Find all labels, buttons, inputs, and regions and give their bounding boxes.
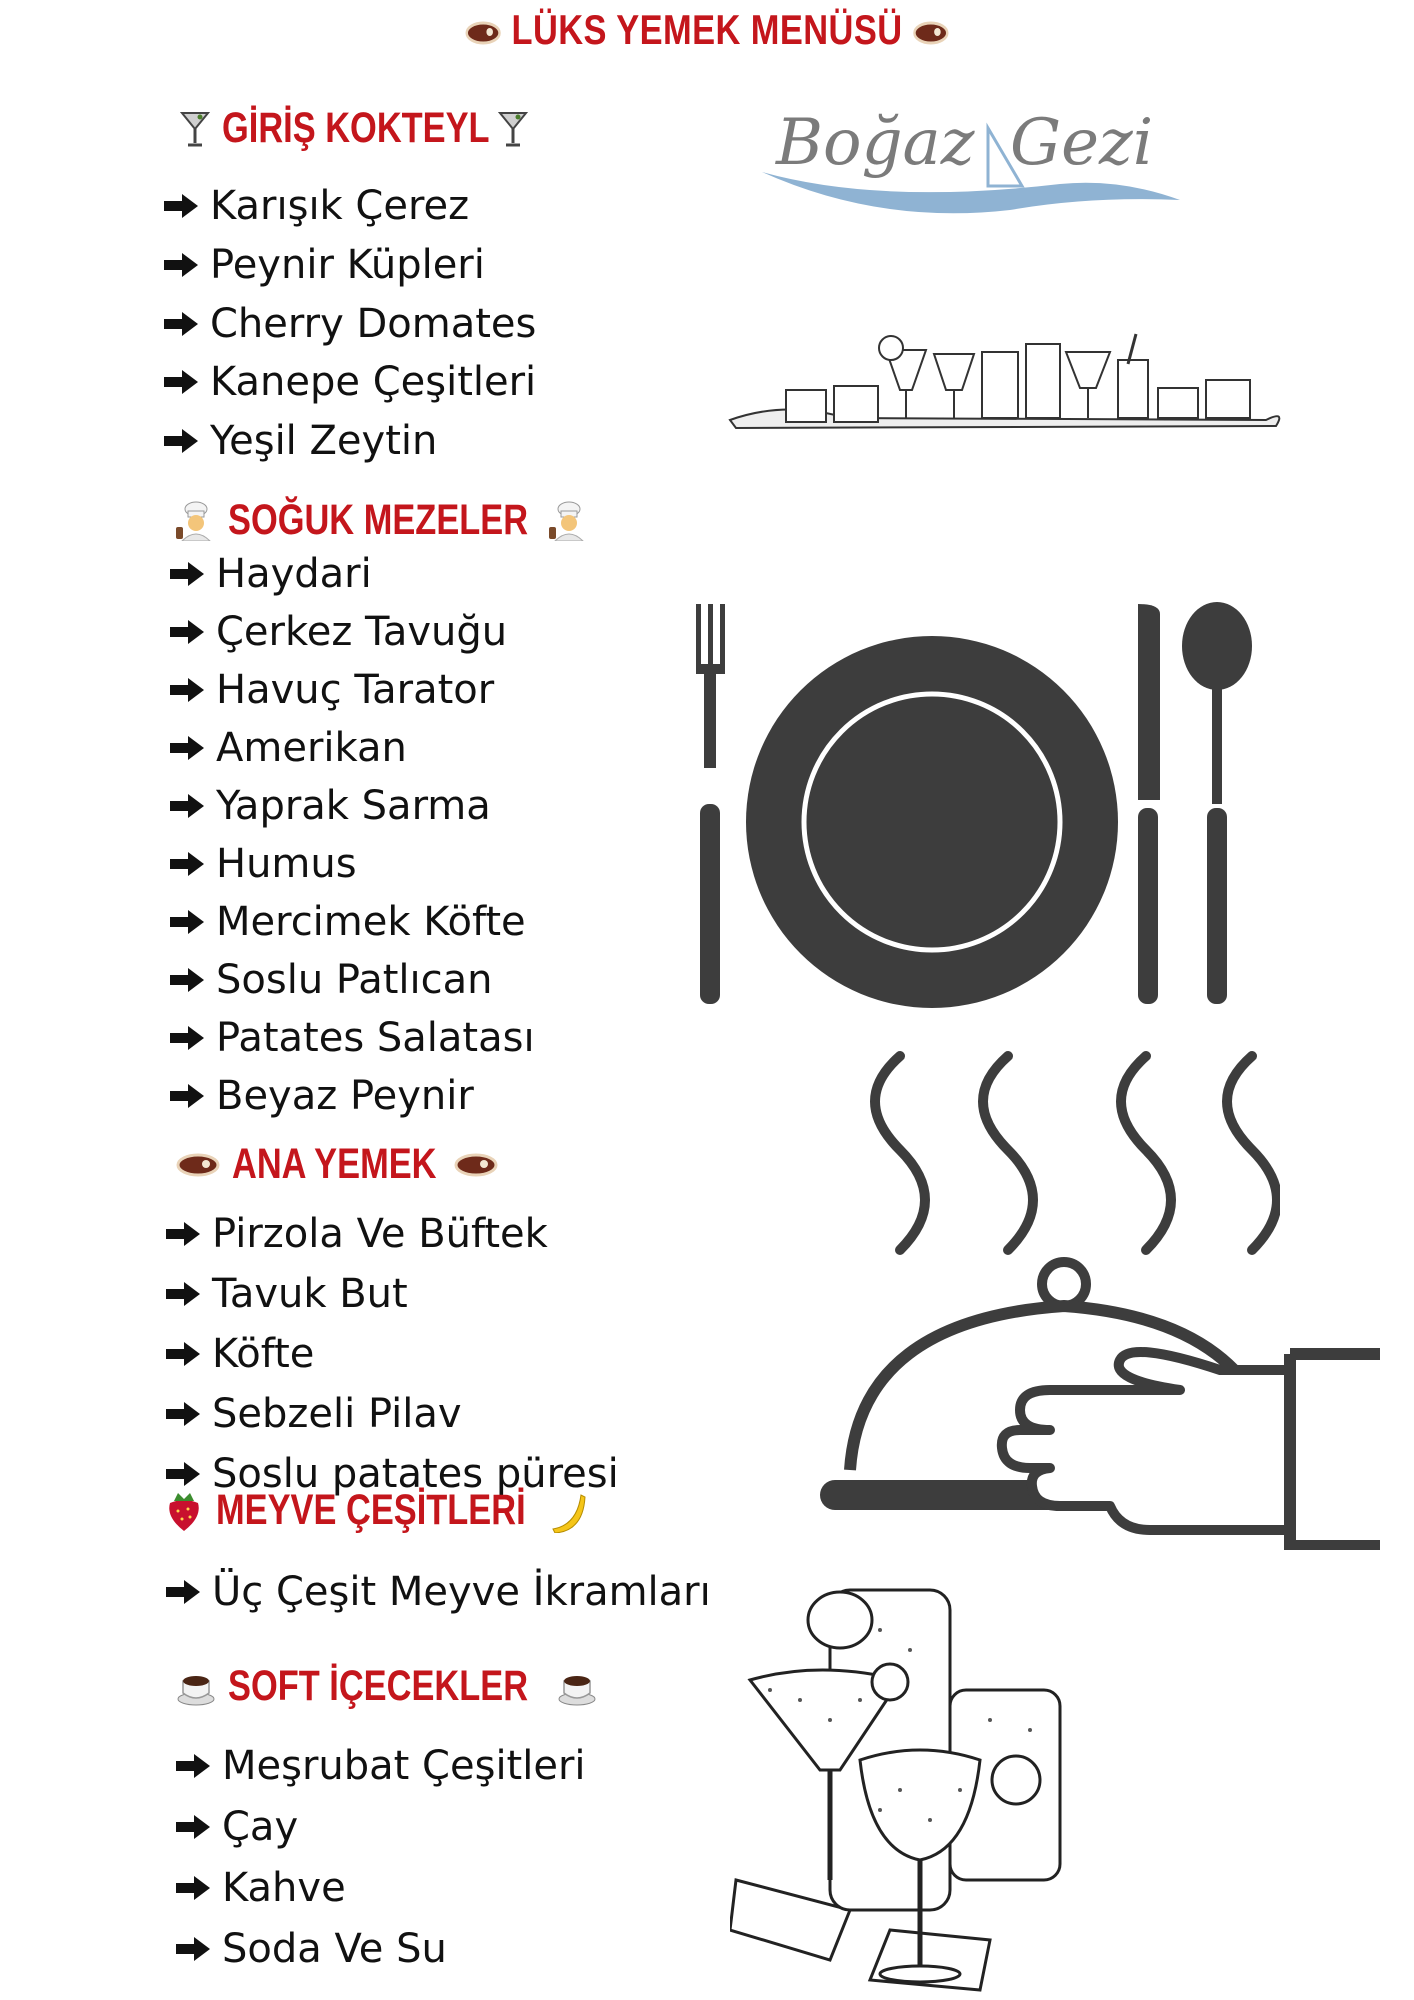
list-item-text: Mercimek Köfte xyxy=(216,899,526,945)
list-item xyxy=(162,183,470,229)
arrow-right-icon xyxy=(174,1752,212,1780)
arrow-right-icon xyxy=(168,792,206,820)
list-item-text: Patates Salatası xyxy=(216,1015,535,1061)
list-item-text: Soda Ve Su xyxy=(222,1926,447,1972)
list-item xyxy=(164,1331,315,1377)
logo-text-2: Gezi xyxy=(1010,106,1154,180)
list-item xyxy=(168,783,491,829)
list-item xyxy=(164,1211,548,1257)
section-title-text: SOFT İÇECEKLER xyxy=(228,1662,529,1710)
chef-icon xyxy=(176,501,216,541)
page-title-text: LÜKS YEMEK MENÜSÜ xyxy=(511,6,903,53)
section-title-text: MEYVE ÇEŞİTLERİ xyxy=(216,1486,526,1534)
steak-icon xyxy=(912,20,948,46)
arrow-right-icon xyxy=(168,966,206,994)
cocktail-icon xyxy=(498,109,528,149)
list-item xyxy=(174,1743,586,1789)
list-item-text: Köfte xyxy=(212,1331,315,1377)
section-title-soft-icecekler xyxy=(176,1662,597,1711)
steak-icon xyxy=(176,1152,220,1178)
arrow-right-icon xyxy=(168,734,206,762)
arrow-right-icon xyxy=(168,618,206,646)
list-item xyxy=(174,1865,346,1911)
list-item-text: Soslu patates püresi xyxy=(212,1451,619,1497)
list-item xyxy=(164,1391,462,1437)
list-item xyxy=(168,1015,535,1061)
strawberry-icon xyxy=(164,1489,204,1533)
list-item xyxy=(174,1926,447,1972)
list-item xyxy=(162,418,438,464)
section-title-soguk-mezeler xyxy=(176,496,589,545)
list-item-text: Yaprak Sarma xyxy=(216,783,491,829)
list-item-text: Sebzeli Pilav xyxy=(212,1391,462,1437)
list-item-text: Soslu Patlıcan xyxy=(216,957,493,1003)
steak-icon xyxy=(465,20,501,46)
section-title-meyve-cesitleri xyxy=(164,1486,587,1535)
list-item-text: Cherry Domates xyxy=(210,301,537,347)
logo xyxy=(760,100,1180,220)
arrow-right-icon xyxy=(174,1935,212,1963)
list-item xyxy=(162,359,537,405)
cloche-icon xyxy=(820,1250,1380,1550)
list-item xyxy=(168,1073,474,1119)
arrow-right-icon xyxy=(164,1280,202,1308)
list-item-text: Humus xyxy=(216,841,357,887)
list-item-text: Kahve xyxy=(222,1865,346,1911)
section-title-ana-yemek xyxy=(176,1140,498,1189)
list-item xyxy=(168,725,407,771)
arrow-right-icon xyxy=(174,1813,212,1841)
list-item-text: Çay xyxy=(222,1804,299,1850)
list-item xyxy=(162,301,537,347)
arrow-right-icon xyxy=(168,676,206,704)
list-item xyxy=(162,242,485,288)
list-item xyxy=(168,551,372,597)
chef-icon xyxy=(549,501,589,541)
coffee-icon xyxy=(176,1667,216,1707)
list-item-text: Peynir Küpleri xyxy=(210,242,485,288)
list-item-text: Çerkez Tavuğu xyxy=(216,609,508,655)
page-title xyxy=(127,6,1286,54)
list-item-text: Haydari xyxy=(216,551,372,597)
list-item-text: Karışık Çerez xyxy=(210,183,470,229)
list-item-text: Pirzola Ve Büftek xyxy=(212,1211,548,1257)
list-item xyxy=(174,1804,299,1850)
list-item-text: Tavuk But xyxy=(212,1271,408,1317)
list-item xyxy=(168,899,526,945)
steak-icon xyxy=(454,1152,498,1178)
section-title-text: ANA YEMEK xyxy=(232,1140,437,1188)
drinks-illustration xyxy=(726,330,1290,430)
list-item xyxy=(164,1569,711,1615)
arrow-right-icon xyxy=(168,1082,206,1110)
list-item-text: Amerikan xyxy=(216,725,407,771)
arrow-right-icon xyxy=(162,251,200,279)
arrow-right-icon xyxy=(164,1460,202,1488)
arrow-right-icon xyxy=(162,192,200,220)
list-item xyxy=(168,609,508,655)
arrow-right-icon xyxy=(164,1578,202,1606)
list-item xyxy=(168,667,495,713)
list-item xyxy=(168,957,493,1003)
steam-icon xyxy=(860,1050,1280,1270)
section-title-text: SOĞUK MEZELER xyxy=(228,496,529,544)
list-item-text: Beyaz Peynir xyxy=(216,1073,474,1119)
arrow-right-icon xyxy=(164,1220,202,1248)
arrow-right-icon xyxy=(168,560,206,588)
logo-text-1: Boğaz xyxy=(776,106,975,180)
list-item-text: Kanepe Çeşitleri xyxy=(210,359,537,405)
arrow-right-icon xyxy=(168,1024,206,1052)
section-title-giris-kokteyl xyxy=(180,104,528,153)
cocktails-illustration xyxy=(730,1580,1070,2000)
arrow-right-icon xyxy=(164,1340,202,1368)
banana-icon xyxy=(547,1489,587,1533)
arrow-right-icon xyxy=(168,850,206,878)
cocktail-icon xyxy=(180,109,210,149)
section-title-text: GİRİŞ KOKTEYL xyxy=(222,104,490,152)
list-item xyxy=(168,841,357,887)
arrow-right-icon xyxy=(162,310,200,338)
list-item xyxy=(164,1271,408,1317)
arrow-right-icon xyxy=(162,368,200,396)
arrow-right-icon xyxy=(164,1400,202,1428)
list-item-text: Yeşil Zeytin xyxy=(210,418,438,464)
list-item-text: Üç Çeşit Meyve İkramları xyxy=(212,1569,711,1615)
arrow-right-icon xyxy=(162,427,200,455)
plate-cutlery-icon xyxy=(690,600,1260,1020)
arrow-right-icon xyxy=(174,1874,212,1902)
list-item-text: Havuç Tarator xyxy=(216,667,495,713)
list-item-text: Meşrubat Çeşitleri xyxy=(222,1743,586,1789)
arrow-right-icon xyxy=(168,908,206,936)
coffee-icon xyxy=(557,1667,597,1707)
